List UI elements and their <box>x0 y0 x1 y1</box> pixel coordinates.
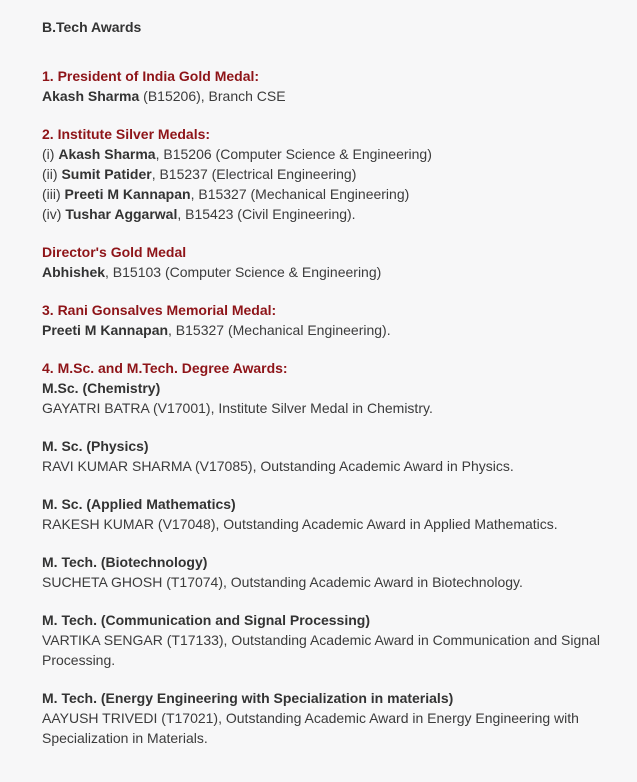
text-line <box>42 610 614 630</box>
text-line <box>42 494 614 514</box>
text-line <box>42 688 614 708</box>
bold-text: Akash Sharma <box>58 146 156 162</box>
award-section-msc-applied-mathematics <box>42 494 614 534</box>
awards-section-list <box>42 66 614 748</box>
bold-text: Akash Sharma <box>42 88 140 104</box>
award-section-directors-gold-medal <box>42 242 614 282</box>
regular-text: , B15423 (Civil Engineering). <box>177 206 356 222</box>
regular-text: RAKESH KUMAR (V17048), Outstanding Academic Award in Applied Mathematics. <box>42 516 558 532</box>
text-line <box>42 66 614 86</box>
bold-text: M.Sc. (Chemistry) <box>42 380 161 396</box>
regular-text: (iv) <box>42 206 66 222</box>
section-heading-text: 3. Rani Gonsalves Memorial Medal: <box>42 302 277 318</box>
page-title: B.Tech Awards <box>42 19 142 35</box>
award-section-institute-silver-medals <box>42 124 614 224</box>
text-line <box>42 320 614 340</box>
bold-text: Tushar Aggarwal <box>65 206 178 222</box>
text-line <box>42 164 614 184</box>
text-line <box>42 124 614 144</box>
bold-text: Abhishek <box>42 264 106 280</box>
regular-text: VARTIKA SENGAR (T17133), Outstanding Academic Award in Communication and Signal Processing. <box>42 632 600 668</box>
text-line <box>42 86 614 106</box>
section-heading-text: 1. President of India Gold Medal: <box>42 68 260 84</box>
section-heading-text: 4. M.Sc. and M.Tech. Degree Awards: <box>42 360 288 376</box>
award-section-president-of-india-gold-medal <box>42 66 614 106</box>
bold-text: Preeti M Kannapan <box>64 186 191 202</box>
text-line <box>42 242 614 262</box>
award-section-mtech-energy-engineering <box>42 688 614 748</box>
text-line <box>42 552 614 572</box>
text-line <box>42 184 614 204</box>
regular-text: GAYATRI BATRA (V17001), Institute Silver Medal in Chemistry. <box>42 400 433 416</box>
text-line <box>42 378 614 398</box>
section-heading-text: Director's Gold Medal <box>42 244 187 260</box>
text-line <box>42 398 614 418</box>
text-line <box>42 358 614 378</box>
regular-text: (i) <box>42 146 59 162</box>
bold-text: M. Tech. (Energy Engineering with Specialization in materials) <box>42 690 454 706</box>
bold-text: M. Tech. (Communication and Signal Processing) <box>42 612 371 628</box>
regular-text: (iii) <box>42 186 65 202</box>
award-section-msc-mtech-degree-awards-chemistry <box>42 358 614 418</box>
text-line <box>42 204 614 224</box>
bold-text: Preeti M Kannapan <box>42 322 169 338</box>
regular-text: , B15237 (Electrical Engineering) <box>151 166 357 182</box>
text-line <box>42 436 614 456</box>
text-line <box>42 144 614 164</box>
text-line <box>42 514 614 534</box>
award-section-mtech-communication-signal-processing <box>42 610 614 670</box>
regular-text: SUCHETA GHOSH (T17074), Outstanding Academic Award in Biotechnology. <box>42 574 523 590</box>
text-line <box>42 262 614 282</box>
award-section-mtech-biotechnology <box>42 552 614 592</box>
regular-text: (ii) <box>42 166 62 182</box>
bold-text: Sumit Patider <box>61 166 152 182</box>
regular-text: RAVI KUMAR SHARMA (V17085), Outstanding Academic Award in Physics. <box>42 458 514 474</box>
bold-text: M. Tech. (Biotechnology) <box>42 554 208 570</box>
text-line <box>42 456 614 476</box>
regular-text: , B15327 (Mechanical Engineering) <box>190 186 410 202</box>
awards-content <box>42 17 614 748</box>
section-heading-text: 2. Institute Silver Medals: <box>42 126 211 142</box>
text-line <box>42 630 614 670</box>
bold-text: M. Sc. (Physics) <box>42 438 149 454</box>
regular-text: , B15327 (Mechanical Engineering). <box>168 322 391 338</box>
text-line <box>42 572 614 592</box>
regular-text: , B15103 (Computer Science & Engineering) <box>105 264 382 280</box>
text-line <box>42 300 614 320</box>
award-section-rani-gonsalves-memorial-medal <box>42 300 614 340</box>
regular-text: , B15206 (Computer Science & Engineering) <box>155 146 432 162</box>
regular-text: AAYUSH TRIVEDI (T17021), Outstanding Academic Award in Energy Engineering with Specialization in Materials. <box>42 710 579 746</box>
bold-text: M. Sc. (Applied Mathematics) <box>42 496 236 512</box>
award-section-msc-physics <box>42 436 614 476</box>
text-line <box>42 708 614 748</box>
regular-text: (B15206), Branch CSE <box>139 88 286 104</box>
